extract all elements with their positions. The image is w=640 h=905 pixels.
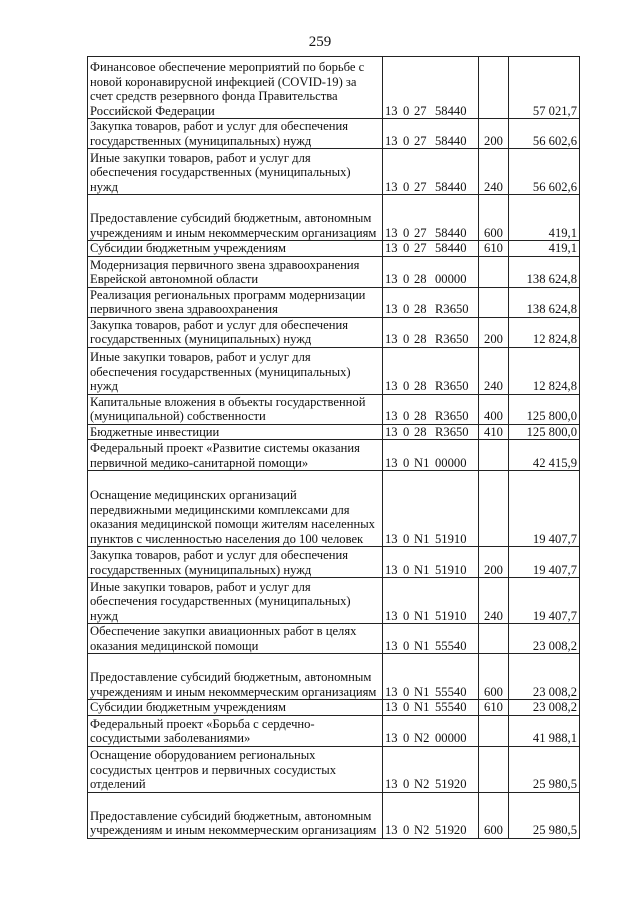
row-code xyxy=(383,746,479,792)
row-sum: 125 800,0 xyxy=(509,394,580,424)
row-code xyxy=(383,424,479,440)
row-code xyxy=(383,287,479,317)
code-part: N1 xyxy=(414,455,430,470)
row-name: Иные закупки товаров, работ и услуг для обеспечения государственных (муниципальных) нужд xyxy=(88,578,383,624)
code-part: 13 xyxy=(385,332,398,346)
row-expense-type xyxy=(479,715,509,746)
row-name: Капитальные вложения в объекты государственной (муниципальной) собственности xyxy=(88,394,383,424)
row-expense-type xyxy=(479,440,509,471)
row-expense-type: 200 xyxy=(479,547,509,578)
row-name: Обеспечение закупки авиационных работ в целях оказания медицинской помощи xyxy=(88,624,383,654)
code-part: 13 xyxy=(385,731,398,745)
code-part: N1 xyxy=(414,684,430,699)
row-sum: 25 980,5 xyxy=(509,746,580,792)
row-name: Иные закупки товаров, работ и услуг для обеспечения государственных (муниципальных) нужд xyxy=(88,347,383,394)
row-expense-type: 240 xyxy=(479,578,509,624)
row-expense-type: 200 xyxy=(479,317,509,347)
row-sum: 19 407,7 xyxy=(509,578,580,624)
code-part: 51910 xyxy=(435,608,467,623)
code-part: R3650 xyxy=(435,332,469,346)
row-code xyxy=(383,241,479,257)
row-sum: 419,1 xyxy=(509,241,580,257)
row-code xyxy=(383,578,479,624)
code-part: R3650 xyxy=(435,379,469,393)
row-expense-type: 200 xyxy=(479,119,509,149)
row-sum: 41 988,1 xyxy=(509,715,580,746)
code-part: 0 xyxy=(403,608,410,623)
row-sum: 125 800,0 xyxy=(509,424,580,440)
code-part: N2 xyxy=(414,823,430,837)
code-part: 0 xyxy=(403,562,410,577)
row-code xyxy=(383,256,479,287)
code-part: 51920 xyxy=(435,777,467,791)
row-expense-type xyxy=(479,57,509,119)
table-row xyxy=(88,119,580,149)
code-part: 13 xyxy=(385,455,398,470)
row-expense-type xyxy=(479,287,509,317)
row-expense-type: 240 xyxy=(479,149,509,195)
row-code xyxy=(383,57,479,119)
code-part: 0 xyxy=(403,409,410,423)
code-part: 13 xyxy=(385,379,398,393)
row-code xyxy=(383,700,479,716)
table-row xyxy=(88,149,580,195)
row-expense-type: 410 xyxy=(479,424,509,440)
row-name: Иные закупки товаров, работ и услуг для обеспечения государственных (муниципальных) нужд xyxy=(88,149,383,195)
code-part: 13 xyxy=(385,823,398,837)
code-part: 0 xyxy=(403,379,410,393)
code-part: 13 xyxy=(385,562,398,577)
row-code xyxy=(383,715,479,746)
code-part: 55540 xyxy=(435,684,467,699)
row-expense-type: 600 xyxy=(479,195,509,241)
code-part: 13 xyxy=(385,777,398,791)
table-row xyxy=(88,241,580,257)
code-part: 51910 xyxy=(435,531,467,546)
code-part: 27 xyxy=(414,133,427,148)
code-part: 13 xyxy=(385,272,398,286)
row-code xyxy=(383,317,479,347)
code-part: 0 xyxy=(403,731,410,745)
row-name: Субсидии бюджетным учреждениям xyxy=(88,700,383,716)
row-code xyxy=(383,471,479,547)
code-part: 0 xyxy=(403,455,410,470)
row-sum: 56 602,6 xyxy=(509,149,580,195)
row-sum: 42 415,9 xyxy=(509,440,580,471)
code-part: 13 xyxy=(385,608,398,623)
row-expense-type xyxy=(479,471,509,547)
row-name: Модернизация первичного звена здравоохранения Еврейской автономной области xyxy=(88,256,383,287)
budget-table xyxy=(87,56,580,839)
code-part: 58440 xyxy=(435,179,467,194)
row-sum: 19 407,7 xyxy=(509,471,580,547)
code-part: 13 xyxy=(385,424,398,439)
code-part: 58440 xyxy=(435,103,467,118)
row-name: Предоставление субсидий бюджетным, автономным учреждениям и иным некоммерческим организациям xyxy=(88,792,383,838)
code-part: 27 xyxy=(414,103,427,118)
row-name: Федеральный проект «Развитие системы оказания первичной медико-санитарной помощи» xyxy=(88,440,383,471)
row-name: Предоставление субсидий бюджетным, автономным учреждениям и иным некоммерческим организациям xyxy=(88,195,383,241)
code-part: 0 xyxy=(403,777,410,791)
row-code xyxy=(383,792,479,838)
row-sum: 56 602,6 xyxy=(509,119,580,149)
row-code xyxy=(383,440,479,471)
code-part: 00000 xyxy=(435,455,467,470)
code-part: N1 xyxy=(414,700,430,714)
row-code xyxy=(383,149,479,195)
code-part: 13 xyxy=(385,531,398,546)
row-expense-type: 600 xyxy=(479,792,509,838)
table-row xyxy=(88,394,580,424)
row-name: Закупка товаров, работ и услуг для обеспечения государственных (муниципальных) нужд xyxy=(88,317,383,347)
table-row xyxy=(88,792,580,838)
code-part: 0 xyxy=(403,179,410,194)
code-part: 13 xyxy=(385,700,398,714)
code-part: 28 xyxy=(414,379,427,393)
code-part: N1 xyxy=(414,531,430,546)
code-part: N1 xyxy=(414,638,430,653)
code-part: 27 xyxy=(414,225,427,240)
row-name: Закупка товаров, работ и услуг для обеспечения государственных (муниципальных) нужд xyxy=(88,547,383,578)
code-part: 00000 xyxy=(435,272,467,286)
code-part: 55540 xyxy=(435,700,467,714)
row-name: Реализация региональных программ модернизации первичного звена здравоохранения xyxy=(88,287,383,317)
code-part: N1 xyxy=(414,562,430,577)
code-part: 13 xyxy=(385,241,398,255)
code-part: 58440 xyxy=(435,133,467,148)
code-part: 00000 xyxy=(435,731,467,745)
code-part: 0 xyxy=(403,638,410,653)
code-part: 13 xyxy=(385,684,398,699)
row-sum: 12 824,8 xyxy=(509,317,580,347)
row-sum: 23 008,2 xyxy=(509,700,580,716)
code-part: 28 xyxy=(414,409,427,423)
row-sum: 419,1 xyxy=(509,195,580,241)
code-part: 51910 xyxy=(435,562,467,577)
code-part: 28 xyxy=(414,424,427,439)
code-part: 0 xyxy=(403,302,410,316)
row-sum: 23 008,2 xyxy=(509,654,580,700)
code-part: 58440 xyxy=(435,241,467,255)
row-name: Оснащение медицинских организаций передвижными медицинскими комплексами для оказания медицинской помощи жителям населенных пунктов с численностью населения до 100 человек xyxy=(88,471,383,547)
table-row xyxy=(88,256,580,287)
row-code xyxy=(383,654,479,700)
code-part: 13 xyxy=(385,409,398,423)
row-code xyxy=(383,547,479,578)
code-part: 28 xyxy=(414,272,427,286)
code-part: 0 xyxy=(403,424,410,439)
code-part: 51920 xyxy=(435,823,467,837)
code-part: 0 xyxy=(403,133,410,148)
row-expense-type xyxy=(479,256,509,287)
table-row xyxy=(88,746,580,792)
row-expense-type: 600 xyxy=(479,654,509,700)
row-sum: 19 407,7 xyxy=(509,547,580,578)
code-part: N1 xyxy=(414,608,430,623)
page-number: 259 xyxy=(308,34,332,50)
code-part: 13 xyxy=(385,179,398,194)
code-part: 13 xyxy=(385,225,398,240)
row-expense-type: 400 xyxy=(479,394,509,424)
row-name: Федеральный проект «Борьба с сердечно-сосудистыми заболеваниями» xyxy=(88,715,383,746)
row-name: Субсидии бюджетным учреждениям xyxy=(88,241,383,257)
code-part: R3650 xyxy=(435,424,469,439)
row-name: Оснащение оборудованием региональных сосудистых центров и первичных сосудистых отделений xyxy=(88,746,383,792)
code-part: 13 xyxy=(385,133,398,148)
row-name: Закупка товаров, работ и услуг для обеспечения государственных (муниципальных) нужд xyxy=(88,119,383,149)
row-name: Бюджетные инвестиции xyxy=(88,424,383,440)
table-row xyxy=(88,317,580,347)
table-row xyxy=(88,424,580,440)
table-row xyxy=(88,347,580,394)
code-part: 28 xyxy=(414,332,427,346)
code-part: R3650 xyxy=(435,409,469,423)
row-expense-type: 240 xyxy=(479,347,509,394)
table-row xyxy=(88,287,580,317)
table-row xyxy=(88,471,580,547)
code-part: 27 xyxy=(414,179,427,194)
table-row xyxy=(88,440,580,471)
row-code xyxy=(383,394,479,424)
row-code xyxy=(383,624,479,654)
code-part: 0 xyxy=(403,272,410,286)
row-expense-type: 610 xyxy=(479,700,509,716)
row-expense-type: 610 xyxy=(479,241,509,257)
code-part: N2 xyxy=(414,731,430,745)
code-part: 55540 xyxy=(435,638,467,653)
code-part: 0 xyxy=(403,684,410,699)
code-part: 13 xyxy=(385,638,398,653)
code-part: 0 xyxy=(403,103,410,118)
row-expense-type xyxy=(479,624,509,654)
code-part: 28 xyxy=(414,302,427,316)
row-code xyxy=(383,195,479,241)
code-part: 27 xyxy=(414,241,427,255)
code-part: R3650 xyxy=(435,302,469,316)
row-sum: 12 824,8 xyxy=(509,347,580,394)
table-row xyxy=(88,654,580,700)
row-expense-type xyxy=(479,746,509,792)
table-row xyxy=(88,715,580,746)
row-name: Финансовое обеспечение мероприятий по борьбе с новой коронавирусной инфекцией (COVID-19) за счет средств резервного фонда Правительства Российской Федерации xyxy=(88,57,383,119)
row-sum: 23 008,2 xyxy=(509,624,580,654)
code-part: 13 xyxy=(385,103,398,118)
row-name: Предоставление субсидий бюджетным, автономным учреждениям и иным некоммерческим организациям xyxy=(88,654,383,700)
row-sum: 25 980,5 xyxy=(509,792,580,838)
code-part: 0 xyxy=(403,531,410,546)
code-part: 0 xyxy=(403,823,410,837)
table-row xyxy=(88,700,580,716)
row-sum: 138 624,8 xyxy=(509,287,580,317)
table-row xyxy=(88,57,580,119)
code-part: 0 xyxy=(403,241,410,255)
row-code xyxy=(383,119,479,149)
table-row xyxy=(88,547,580,578)
row-code xyxy=(383,347,479,394)
code-part: 0 xyxy=(403,700,410,714)
code-part: 0 xyxy=(403,332,410,346)
row-sum: 138 624,8 xyxy=(509,256,580,287)
table-row xyxy=(88,624,580,654)
code-part: N2 xyxy=(414,777,430,791)
row-sum: 57 021,7 xyxy=(509,57,580,119)
table-row xyxy=(88,195,580,241)
code-part: 0 xyxy=(403,225,410,240)
code-part: 58440 xyxy=(435,225,467,240)
code-part: 13 xyxy=(385,302,398,316)
table-row xyxy=(88,578,580,624)
